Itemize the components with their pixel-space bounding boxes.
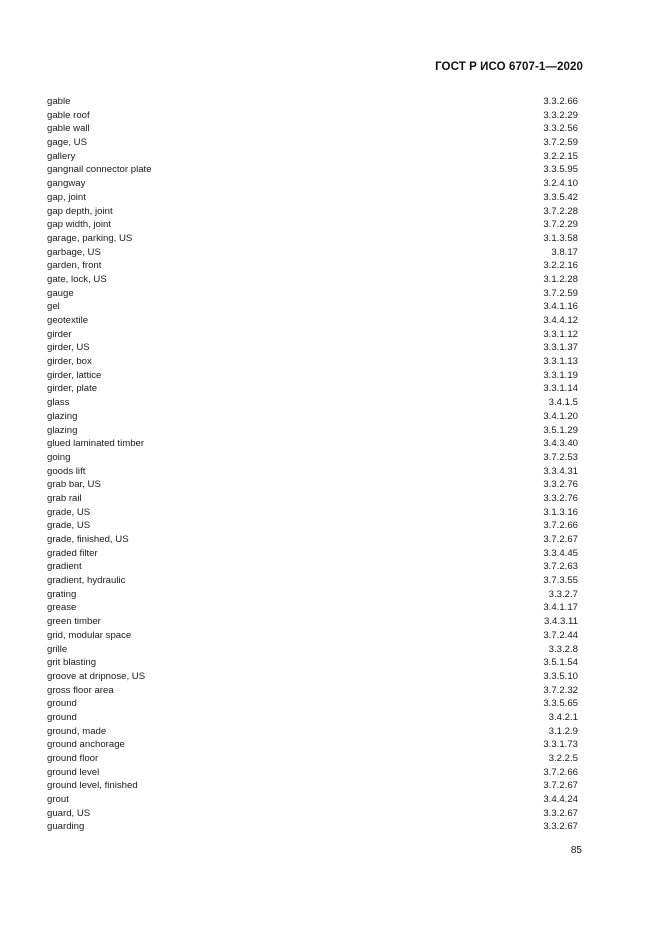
index-entry bbox=[47, 177, 578, 191]
index-term: gangnail connector plate bbox=[47, 164, 152, 176]
index-term: ground level, finished bbox=[47, 780, 138, 792]
index-term: grit blasting bbox=[47, 657, 97, 669]
index-term: gangway bbox=[47, 178, 86, 190]
index-entry bbox=[47, 287, 578, 301]
index-entry bbox=[47, 122, 578, 136]
index-term: grab rail bbox=[47, 492, 82, 504]
index-reference-number: 3.8.17 bbox=[551, 246, 578, 258]
index-reference-number: 3.1.3.58 bbox=[543, 232, 578, 244]
index-term: girder, plate bbox=[47, 383, 98, 395]
index-reference-number: 3.3.2.66 bbox=[543, 96, 578, 107]
index-term: ground bbox=[47, 711, 77, 723]
index-term: girder, lattice bbox=[47, 369, 102, 381]
index-term: guard, US bbox=[47, 807, 91, 819]
index-reference-number: 3.3.2.67 bbox=[543, 821, 578, 833]
index-term: gradient, hydraulic bbox=[47, 575, 126, 587]
index-term: gallery bbox=[47, 150, 76, 162]
index-entry bbox=[47, 588, 578, 602]
index-entry bbox=[47, 95, 578, 109]
index-term: ground, made bbox=[47, 725, 107, 737]
index-entry bbox=[47, 232, 578, 246]
index-entry bbox=[47, 615, 578, 629]
index-term: green timber bbox=[47, 616, 101, 628]
index-reference-number: 3.2.4.10 bbox=[543, 178, 578, 190]
index-term: gel bbox=[47, 301, 60, 313]
index-entry bbox=[47, 355, 578, 369]
index-entry bbox=[47, 218, 578, 232]
index-entry bbox=[47, 396, 578, 410]
index-reference-number: 3.4.4.12 bbox=[543, 315, 578, 326]
index-term: grade, US bbox=[47, 506, 91, 518]
index-entry bbox=[47, 437, 578, 451]
index-term: gap depth, joint bbox=[47, 205, 113, 217]
index-entry bbox=[47, 246, 578, 260]
index-entry bbox=[47, 478, 578, 492]
index-reference-number: 3.7.2.44 bbox=[543, 629, 578, 641]
index-term: gap width, joint bbox=[47, 219, 111, 231]
index-entry bbox=[47, 697, 578, 711]
index-entry bbox=[47, 273, 578, 287]
index-entry bbox=[47, 205, 578, 219]
index-term: grid, modular space bbox=[47, 629, 132, 641]
index-term: glazing bbox=[47, 410, 78, 422]
index-reference-number: 3.7.2.28 bbox=[543, 205, 578, 217]
index-reference-number: 3.3.1.37 bbox=[543, 342, 578, 354]
index-entry bbox=[47, 150, 578, 164]
index-entry bbox=[47, 670, 578, 684]
index-term: glass bbox=[47, 397, 70, 409]
index-entry bbox=[47, 314, 578, 328]
index-reference-number: 3.4.1.17 bbox=[543, 602, 578, 614]
index-entry bbox=[47, 410, 578, 424]
index-term: glazing bbox=[47, 424, 78, 436]
index-reference-number: 3.3.1.13 bbox=[543, 356, 578, 368]
index-term: grade, US bbox=[47, 520, 91, 532]
index-term: gap, joint bbox=[47, 191, 86, 203]
index-entry bbox=[47, 506, 578, 520]
index-term: guarding bbox=[47, 821, 85, 833]
index-reference-number: 3.7.2.63 bbox=[543, 561, 578, 573]
page-number: 85 bbox=[570, 845, 582, 856]
index-term: goods lift bbox=[47, 465, 86, 477]
index-term: geotextile bbox=[47, 315, 89, 326]
index-reference-number: 3.7.2.29 bbox=[543, 219, 578, 231]
index-entry bbox=[47, 533, 578, 547]
index-entry bbox=[47, 451, 578, 465]
index-term: gate, lock, US bbox=[47, 273, 107, 285]
index-term: ground floor bbox=[47, 753, 99, 764]
index-term: grout bbox=[47, 794, 69, 806]
index-entry bbox=[47, 560, 578, 574]
index-entry bbox=[47, 341, 578, 355]
index-entry bbox=[47, 300, 578, 314]
index-reference-number: 3.3.2.67 bbox=[543, 807, 578, 819]
index-term: garbage, US bbox=[47, 246, 101, 258]
index-reference-number: 3.3.2.56 bbox=[543, 123, 578, 135]
index-reference-number: 3.3.4.45 bbox=[543, 547, 578, 559]
index-entry bbox=[47, 629, 578, 643]
index-reference-number: 3.3.2.7 bbox=[548, 588, 578, 600]
index-reference-number: 3.4.1.20 bbox=[543, 410, 578, 422]
index-term: gable bbox=[47, 96, 71, 107]
index-reference-number: 3.7.2.32 bbox=[543, 684, 578, 696]
index-reference-number: 3.3.1.14 bbox=[543, 383, 578, 395]
index-entry bbox=[47, 656, 578, 670]
index-term: glued laminated timber bbox=[47, 438, 145, 450]
index-reference-number: 3.5.1.54 bbox=[543, 657, 578, 669]
index-term: grating bbox=[47, 588, 77, 600]
index-entry bbox=[47, 807, 578, 821]
index-term: garden, front bbox=[47, 260, 102, 272]
index-reference-number: 3.3.1.73 bbox=[543, 739, 578, 751]
index-reference-number: 3.3.5.65 bbox=[543, 698, 578, 710]
index-reference-number: 3.4.2.1 bbox=[548, 711, 578, 723]
index-term: grille bbox=[47, 643, 68, 655]
index-term: grab bar, US bbox=[47, 479, 101, 491]
index-reference-number: 3.7.2.59 bbox=[543, 287, 578, 299]
index-entry bbox=[47, 259, 578, 273]
index-reference-number: 3.7.2.67 bbox=[543, 534, 578, 545]
index-reference-number: 3.1.2.28 bbox=[543, 273, 578, 285]
index-entry bbox=[47, 738, 578, 752]
index-reference-number: 3.3.1.12 bbox=[543, 328, 578, 340]
index-entry bbox=[47, 725, 578, 739]
index-reference-number: 3.7.3.55 bbox=[543, 575, 578, 587]
index-entry bbox=[47, 547, 578, 561]
index-entry bbox=[47, 752, 578, 766]
index-reference-number: 3.7.2.66 bbox=[543, 766, 578, 778]
index-entry bbox=[47, 382, 578, 396]
index-term: gable roof bbox=[47, 109, 90, 121]
index-term: grade, finished, US bbox=[47, 534, 129, 545]
index-entry bbox=[47, 684, 578, 698]
index-entry bbox=[47, 328, 578, 342]
index-term: girder bbox=[47, 328, 72, 340]
index-entry bbox=[47, 643, 578, 657]
index-reference-number: 3.5.1.29 bbox=[543, 424, 578, 436]
index-term: gauge bbox=[47, 287, 74, 299]
index-term: gradient bbox=[47, 561, 82, 573]
index-entry bbox=[47, 163, 578, 177]
index-term: going bbox=[47, 451, 71, 463]
term-index-list bbox=[47, 95, 578, 834]
index-reference-number: 3.3.1.19 bbox=[543, 369, 578, 381]
index-reference-number: 3.3.2.76 bbox=[543, 492, 578, 504]
index-entry bbox=[47, 369, 578, 383]
index-reference-number: 3.3.2.76 bbox=[543, 479, 578, 491]
index-entry bbox=[47, 424, 578, 438]
index-term: girder, US bbox=[47, 342, 90, 354]
index-entry bbox=[47, 793, 578, 807]
index-reference-number: 3.3.2.29 bbox=[543, 109, 578, 121]
index-term: grease bbox=[47, 602, 77, 614]
index-entry bbox=[47, 109, 578, 123]
index-term: gable wall bbox=[47, 123, 90, 135]
index-term: garage, parking, US bbox=[47, 232, 133, 244]
index-entry bbox=[47, 574, 578, 588]
index-reference-number: 3.4.1.5 bbox=[548, 397, 578, 409]
index-reference-number: 3.7.2.66 bbox=[543, 520, 578, 532]
index-reference-number: 3.1.3.16 bbox=[543, 506, 578, 518]
index-entry bbox=[47, 465, 578, 479]
index-reference-number: 3.3.4.31 bbox=[543, 465, 578, 477]
index-term: ground anchorage bbox=[47, 739, 125, 751]
index-reference-number: 3.2.2.16 bbox=[543, 260, 578, 272]
index-term: ground level bbox=[47, 766, 100, 778]
index-reference-number: 3.3.5.42 bbox=[543, 191, 578, 203]
index-reference-number: 3.3.5.95 bbox=[543, 164, 578, 176]
index-reference-number: 3.7.2.59 bbox=[543, 137, 578, 149]
standard-header: ГОСТ Р ИСО 6707-1—2020 bbox=[435, 61, 583, 73]
index-entry bbox=[47, 492, 578, 506]
index-reference-number: 3.3.2.8 bbox=[548, 643, 578, 655]
index-reference-number: 3.4.1.16 bbox=[543, 301, 578, 313]
index-reference-number: 3.2.2.15 bbox=[543, 150, 578, 162]
index-term: gross floor area bbox=[47, 684, 114, 696]
index-term: girder, box bbox=[47, 356, 92, 368]
index-entry bbox=[47, 820, 578, 834]
index-reference-number: 3.4.3.40 bbox=[543, 438, 578, 450]
index-entry bbox=[47, 136, 578, 150]
index-entry bbox=[47, 766, 578, 780]
index-reference-number: 3.2.2.5 bbox=[548, 753, 578, 764]
index-reference-number: 3.7.2.53 bbox=[543, 451, 578, 463]
index-reference-number: 3.3.5.10 bbox=[543, 670, 578, 682]
index-reference-number: 3.1.2.9 bbox=[548, 725, 578, 737]
index-term: ground bbox=[47, 698, 77, 710]
index-term: graded filter bbox=[47, 547, 98, 559]
index-entry bbox=[47, 191, 578, 205]
index-entry bbox=[47, 711, 578, 725]
index-reference-number: 3.7.2.67 bbox=[543, 780, 578, 792]
index-term: groove at dripnose, US bbox=[47, 670, 146, 682]
index-entry bbox=[47, 519, 578, 533]
index-reference-number: 3.4.3.11 bbox=[544, 616, 578, 628]
index-entry bbox=[47, 779, 578, 793]
index-reference-number: 3.4.4.24 bbox=[543, 794, 578, 806]
index-term: gage, US bbox=[47, 137, 88, 149]
index-entry bbox=[47, 601, 578, 615]
